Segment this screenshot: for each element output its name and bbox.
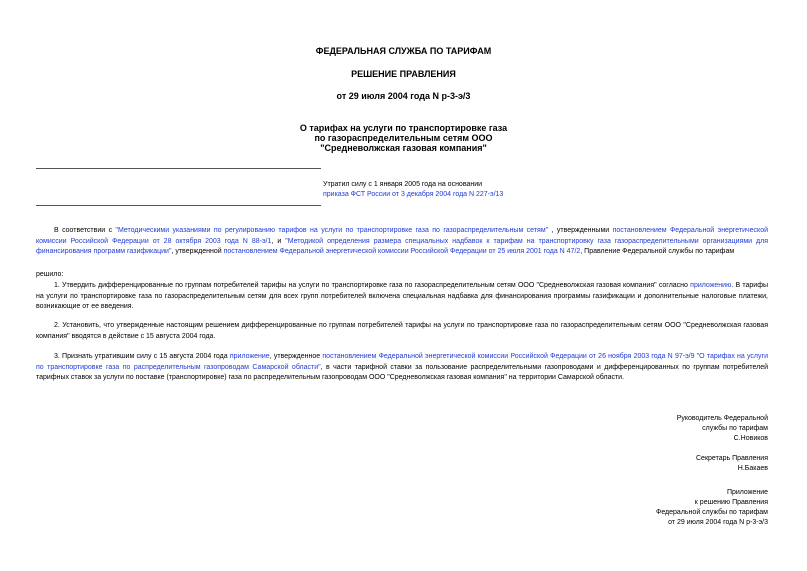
divider-bottom [36,205,321,206]
appendix-line: к решению Правления [694,499,768,506]
item-3-paragraph: 3. Признать утратившим силу с 15 августа 2004 года приложение, утвержденное постановлением Федеральной энергетической комиссии Российской Федерации от 26 ноября 2003 года N 97-э/9 "О тарифах на услуги по транспортировке газа по распределительным газопроводам Самарской области", в части тарифной ставки за пользование распределительными газопроводами и дифференцированных по группам потребителей тарифных ставок за услуги по поставке (транспортировке) газа по распределительным газопроводам ООО "Средневолжская газовая компания" на территории Самарской области. [36,353,768,381]
signatory-name: Н.Бакаев [737,465,768,472]
appendix-line: Федеральной службы по тарифам [656,509,768,516]
status-order-link[interactable]: приказа ФСТ России от 3 декабря 2004 года N 227-э/13 [323,191,504,198]
preamble-paragraph: В соответствии с "Методическими указаниями по регулированию тарифов на услуги по транспортировке газа по газораспределительным сетям" , утвержденными постановлением Федеральной энергетической комиссии Российской Федерации от 28 октября 2003 года N 88-э/1, и "Методикой определения размера специальных надбавок к тарифам на транспортировку газа газораспределительными организациями для финансирования программ газификации", утвержденной постановлением Федеральной энергетической комиссии Российской Федерации от 25 июля 2001 года N 47/2, Правление Федеральной службы по тарифам [36,227,769,255]
surcharge-methodology-link[interactable]: "Методикой определения размера специальных надбавок к тарифам на транспортировку газа газораспределительными организациями для финансирования программ газификации" [36,237,769,255]
signatory-name: С.Новиков [733,435,768,442]
title-line: "Средневолжская газовая компания" [320,143,487,153]
fek-resolution-97-link[interactable]: постановлением Федеральной энергетической комиссии Российской Федерации от 26 ноября 2003 года N 97-э/9 "О тарифах на услуги по транспортировке газа по распределительным газопроводам Самарской области" [36,353,768,371]
resolved-label: решило: [36,271,64,278]
secretary-signature [696,454,768,474]
signature-line: Секретарь Правления [696,455,768,462]
title-line: О тарифах на услуги по транспортировке газа [299,123,508,133]
signature-line: Руководитель Федеральной [676,415,768,422]
decision-heading: РЕШЕНИЕ ПРАВЛЕНИЯ [351,69,456,79]
appendix-line: от 29 июля 2004 года N р-3-э/3 [668,519,768,526]
appendix-reference [656,488,768,528]
fek-resolution-88-link[interactable]: постановлением Федеральной энергетической комиссии Российской Федерации от 28 октября 2003 года N 88-э/1 [36,227,769,245]
item-1-paragraph: 1. Утвердить дифференцированные по группам потребителей тарифы на услуги по транспортировке газа по газораспределительным сетям ООО "Средневолжская газовая компания" согласно приложению. В тарифы на услуги по транспортировке газа по газораспределительным сетям для всех групп потребителей включена специальная надбавка для финансирования программы газификации и дополнительные налоговые платежи, возникающие от ее введения. [36,282,768,310]
item-2-paragraph: 2. Установить, что утвержденные настоящим решением дифференцированные по группам потребителей тарифы на услуги по транспортировке газа по газораспределительным сетям ООО "Средневолжская газовая компания" вводятся в действие с 15 августа 2004 года. [36,322,768,340]
status-note [323,180,503,199]
status-text: Утратил силу с 1 января 2005 года на основании [323,181,483,188]
signature-line: службы по тарифам [702,425,768,432]
divider-top [36,168,321,169]
methodical-guidelines-link[interactable]: "Методическими указаниями по регулированию тарифов на услуги по транспортировке газа по газораспределительным сетям" [115,227,549,234]
decision-date-number: от 29 июля 2004 года N р-3-э/3 [336,91,471,101]
fek-resolution-47-link[interactable]: постановлением Федеральной энергетической комиссии Российской Федерации от 25 июля 2001 года N 47/2 [223,248,581,255]
head-signature [677,414,768,444]
title-line: по газораспределительным сетям ООО [314,133,493,143]
agency-name: ФЕДЕРАЛЬНАЯ СЛУЖБА ПО ТАРИФАМ [315,46,492,56]
appendix-link[interactable]: приложению [690,282,732,289]
old-appendix-link[interactable]: приложение [229,353,270,360]
appendix-line: Приложение [726,489,768,496]
